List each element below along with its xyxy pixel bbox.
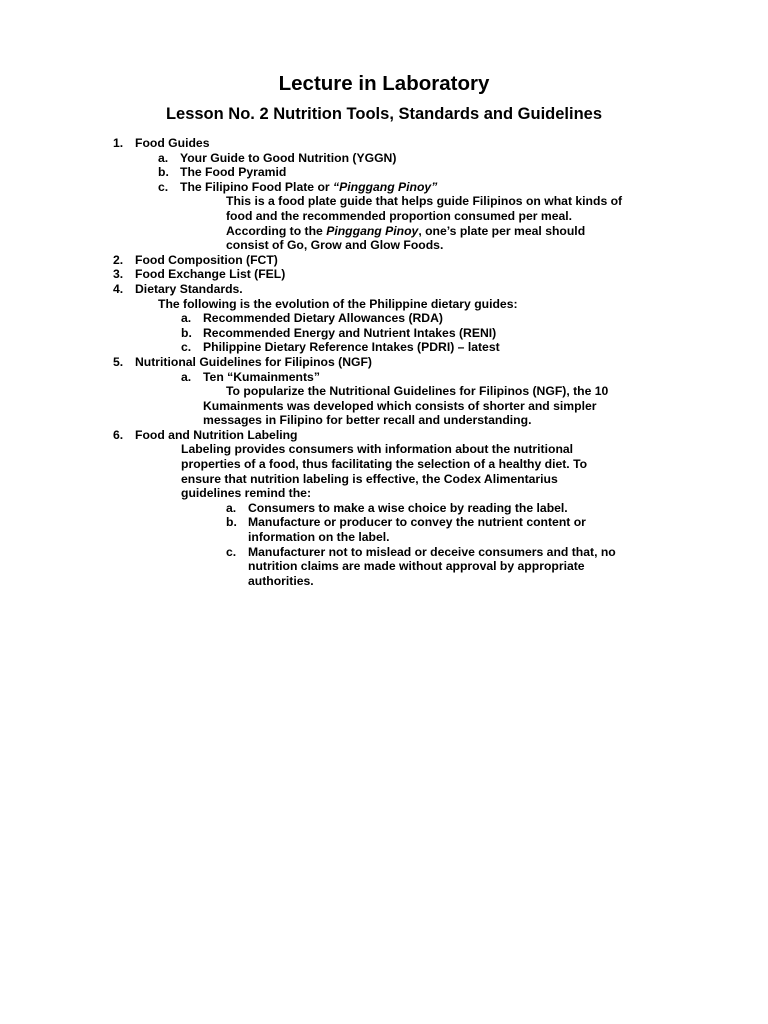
paragraph-text: food and the recommended proportion consumed per meal.	[226, 208, 573, 223]
paragraph-text-part: According to the	[226, 223, 327, 238]
paragraph-line	[0, 442, 768, 457]
sub-item-text: Ten “Kumainments”	[203, 369, 320, 384]
sub-marker: b.	[158, 165, 169, 180]
sub-item	[0, 545, 768, 560]
sub-item-continuation	[0, 574, 768, 589]
sub-item	[0, 370, 768, 385]
paragraph-text: Labeling provides consumers with information about the nutritional	[181, 442, 574, 457]
sub-item-text-part: The Filipino Food Plate or	[180, 179, 334, 194]
sub-item	[0, 151, 768, 166]
paragraph-text: messages in Filipino for better recall and understanding.	[203, 413, 532, 428]
sub-item	[0, 340, 768, 355]
paragraph-line	[0, 457, 768, 472]
sub-item-text: Manufacturer not to mislead or deceive consumers and that, no	[248, 544, 616, 559]
list-item	[0, 282, 768, 297]
sub-marker: a.	[226, 500, 237, 515]
list-item	[0, 253, 768, 268]
sub-item-text: Recommended Dietary Allowances (RDA)	[203, 311, 443, 326]
emphasis-text: “Pinggang Pinoy”	[333, 179, 438, 194]
sub-item-text: Manufacture or producer to convey the nutrient content or	[248, 515, 586, 530]
paragraph-text: guidelines remind the:	[181, 486, 312, 501]
list-number: 5.	[113, 354, 124, 369]
sub-marker: a.	[158, 150, 169, 165]
list-item	[0, 355, 768, 370]
paragraph-text: ensure that nutrition labeling is effective, the Codex Alimentarius	[181, 471, 558, 486]
list-item-label: Food Guides	[135, 136, 210, 150]
document-subtitle: Lesson No. 2 Nutrition Tools, Standards and Guidelines	[165, 105, 603, 123]
outline-list	[0, 136, 768, 588]
sub-item-text: nutrition claims are made without approval by appropriate	[248, 559, 585, 574]
list-number: 3.	[113, 267, 124, 282]
sub-item-continuation	[0, 559, 768, 574]
paragraph-text: This is a food plate guide that helps guide Filipinos on what kinds of	[226, 194, 623, 209]
list-item	[0, 136, 768, 151]
list-number: 6.	[113, 427, 124, 442]
list-item-label: Food and Nutrition Labeling	[135, 427, 298, 442]
paragraph-line	[0, 413, 768, 428]
paragraph-line	[0, 486, 768, 501]
sub-item	[0, 311, 768, 326]
paragraph-line	[0, 209, 768, 224]
paragraph-text: consist of Go, Grow and Glow Foods.	[226, 238, 444, 253]
list-item-label: Food Composition (FCT)	[135, 252, 278, 267]
paragraph-line	[0, 194, 768, 209]
sub-item	[0, 515, 768, 530]
list-item-label: Food Exchange List (FEL)	[135, 267, 286, 282]
sub-item-text	[180, 180, 437, 195]
sub-item-text: information on the label.	[248, 530, 390, 545]
sub-marker: b.	[226, 515, 237, 530]
paragraph-text: properties of a food, thus facilitating the selection of a healthy diet. To	[181, 457, 588, 472]
list-number: 2.	[113, 252, 124, 267]
sub-marker: a.	[181, 311, 192, 326]
sub-item	[0, 180, 768, 195]
sub-item-text: Your Guide to Good Nutrition (YGGN)	[180, 150, 397, 165]
paragraph-line	[0, 384, 768, 399]
list-item-label: Dietary Standards.	[135, 281, 243, 296]
document-title: Lecture in Laboratory	[278, 72, 490, 95]
list-number: 1.	[113, 136, 124, 150]
list-number: 4.	[113, 281, 124, 296]
sub-item-text: authorities.	[248, 573, 314, 588]
paragraph-line	[0, 399, 768, 414]
sub-item	[0, 501, 768, 516]
paragraph-line	[0, 224, 768, 239]
sub-item-text: The Food Pyramid	[180, 165, 287, 180]
list-item	[0, 267, 768, 282]
paragraph-text-part: , one’s plate per meal should	[418, 223, 586, 238]
sub-marker: c.	[226, 544, 237, 559]
emphasis-text: Pinggang Pinoy	[326, 223, 419, 238]
sub-item-text: Consumers to make a wise choice by reading the label.	[248, 500, 568, 515]
sub-marker: c.	[158, 179, 169, 194]
sub-item-text: Recommended Energy and Nutrient Intakes (RENI)	[203, 325, 497, 340]
sub-marker: a.	[181, 369, 192, 384]
paragraph-line	[0, 297, 768, 312]
sub-item	[0, 326, 768, 341]
sub-marker: c.	[181, 340, 192, 355]
sub-marker: b.	[181, 325, 192, 340]
paragraph-line	[0, 472, 768, 487]
paragraph-text: To popularize the Nutritional Guidelines for Filipinos (NGF), the 10	[226, 384, 609, 399]
list-item-label: Nutritional Guidelines for Filipinos (NGF)	[135, 354, 372, 369]
sub-item-continuation	[0, 530, 768, 545]
sub-item	[0, 165, 768, 180]
paragraph-text: The following is the evolution of the Philippine dietary guides:	[158, 296, 518, 311]
paragraph-line	[0, 238, 768, 253]
sub-item-text: Philippine Dietary Reference Intakes (PDRI) – latest	[203, 340, 500, 355]
list-item	[0, 428, 768, 443]
paragraph-text	[226, 224, 585, 239]
paragraph-text: Kumainments was developed which consists of shorter and simpler	[203, 398, 597, 413]
